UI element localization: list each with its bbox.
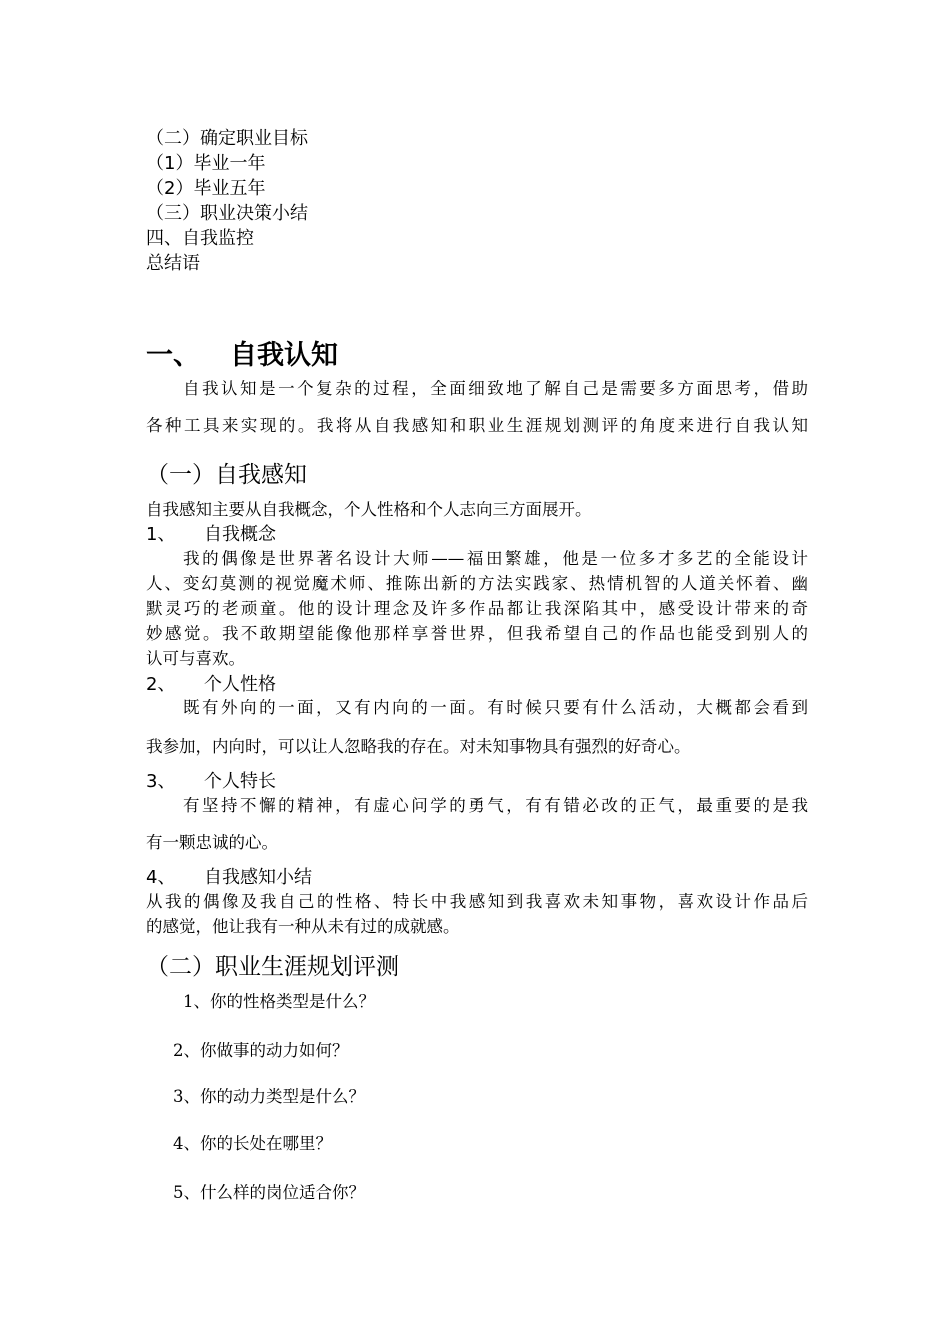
paragraph-line: 从我的偶像及我自己的性格、特长中我感知到我喜欢未知事物，喜欢设计作品后 bbox=[146, 892, 808, 911]
paragraph-line: 既有外向的一面，又有内向的一面。有时候只要有什么活动，大概都会看到 bbox=[183, 698, 808, 717]
paragraph-line: 自我认知是一个复杂的过程，全面细致地了解自己是需要多方面思考，借助 bbox=[183, 379, 808, 398]
section-heading bbox=[146, 333, 338, 372]
item-number: 3、 bbox=[146, 771, 176, 792]
item-heading bbox=[146, 520, 276, 546]
paragraph-line: 有一颗忠诚的心。 bbox=[146, 833, 278, 852]
toc-item: （2）毕业五年 bbox=[146, 178, 266, 199]
paragraph-line: 人、变幻莫测的视觉魔术师、推陈出新的方法实践家、热情机智的人道关怀着、幽 bbox=[146, 574, 808, 593]
item-title: 自我概念 bbox=[204, 524, 276, 545]
toc-item: （三）职业决策小结 bbox=[146, 203, 308, 224]
question-item: 4、你的长处在哪里？ bbox=[173, 1134, 332, 1153]
question-item: 1、你的性格类型是什么？ bbox=[183, 992, 375, 1011]
paragraph-line: 自我感知主要从自我概念，个人性格和个人志向三方面展开。 bbox=[146, 500, 592, 519]
toc-item: （1）毕业一年 bbox=[146, 153, 266, 174]
toc-item: 四、自我监控 bbox=[146, 228, 254, 249]
paragraph-line: 我参加，内向时，可以让人忽略我的存在。对未知事物具有强烈的好奇心。 bbox=[146, 737, 691, 756]
question-item: 2、你做事的动力如何？ bbox=[173, 1041, 349, 1060]
subsection-heading: （二）职业生涯规划评测 bbox=[146, 954, 399, 980]
item-title: 个人性格 bbox=[204, 674, 276, 695]
paragraph-line: 我的偶像是世界著名设计大师——福田繁雄，他是一位多才多艺的全能设计 bbox=[183, 549, 808, 568]
paragraph-line: 的感觉，他让我有一种从未有过的成就感。 bbox=[146, 917, 460, 936]
item-number: 2、 bbox=[146, 674, 176, 695]
item-heading bbox=[146, 767, 276, 793]
section-number: 一、 bbox=[146, 340, 200, 371]
item-title: 个人特长 bbox=[204, 771, 276, 792]
item-number: 1、 bbox=[146, 524, 176, 545]
item-title: 自我感知小结 bbox=[204, 867, 312, 888]
toc-item: （二）确定职业目标 bbox=[146, 128, 308, 149]
subsection-heading: （一）自我感知 bbox=[146, 462, 307, 488]
paragraph-line: 认可与喜欢。 bbox=[146, 649, 245, 668]
item-heading bbox=[146, 670, 276, 696]
paragraph-line: 各种工具来实现的。我将从自我感知和职业生涯规划测评的角度来进行自我认知 bbox=[146, 416, 808, 435]
toc-item: 总结语 bbox=[146, 253, 200, 274]
paragraph-line: 默灵巧的老顽童。他的设计理念及许多作品都让我深陷其中，感受设计带来的奇 bbox=[146, 599, 808, 618]
question-item: 5、什么样的岗位适合你？ bbox=[173, 1183, 365, 1202]
item-heading bbox=[146, 863, 312, 889]
section-title: 自我认知 bbox=[230, 340, 338, 371]
item-number: 4、 bbox=[146, 867, 176, 888]
paragraph-line: 妙感觉。我不敢期望能像他那样享誉世界，但我希望自己的作品也能受到别人的 bbox=[146, 624, 808, 643]
paragraph-line: 有坚持不懈的精神，有虚心问学的勇气，有有错必改的正气，最重要的是我 bbox=[183, 796, 808, 815]
question-item: 3、你的动力类型是什么？ bbox=[173, 1087, 365, 1106]
